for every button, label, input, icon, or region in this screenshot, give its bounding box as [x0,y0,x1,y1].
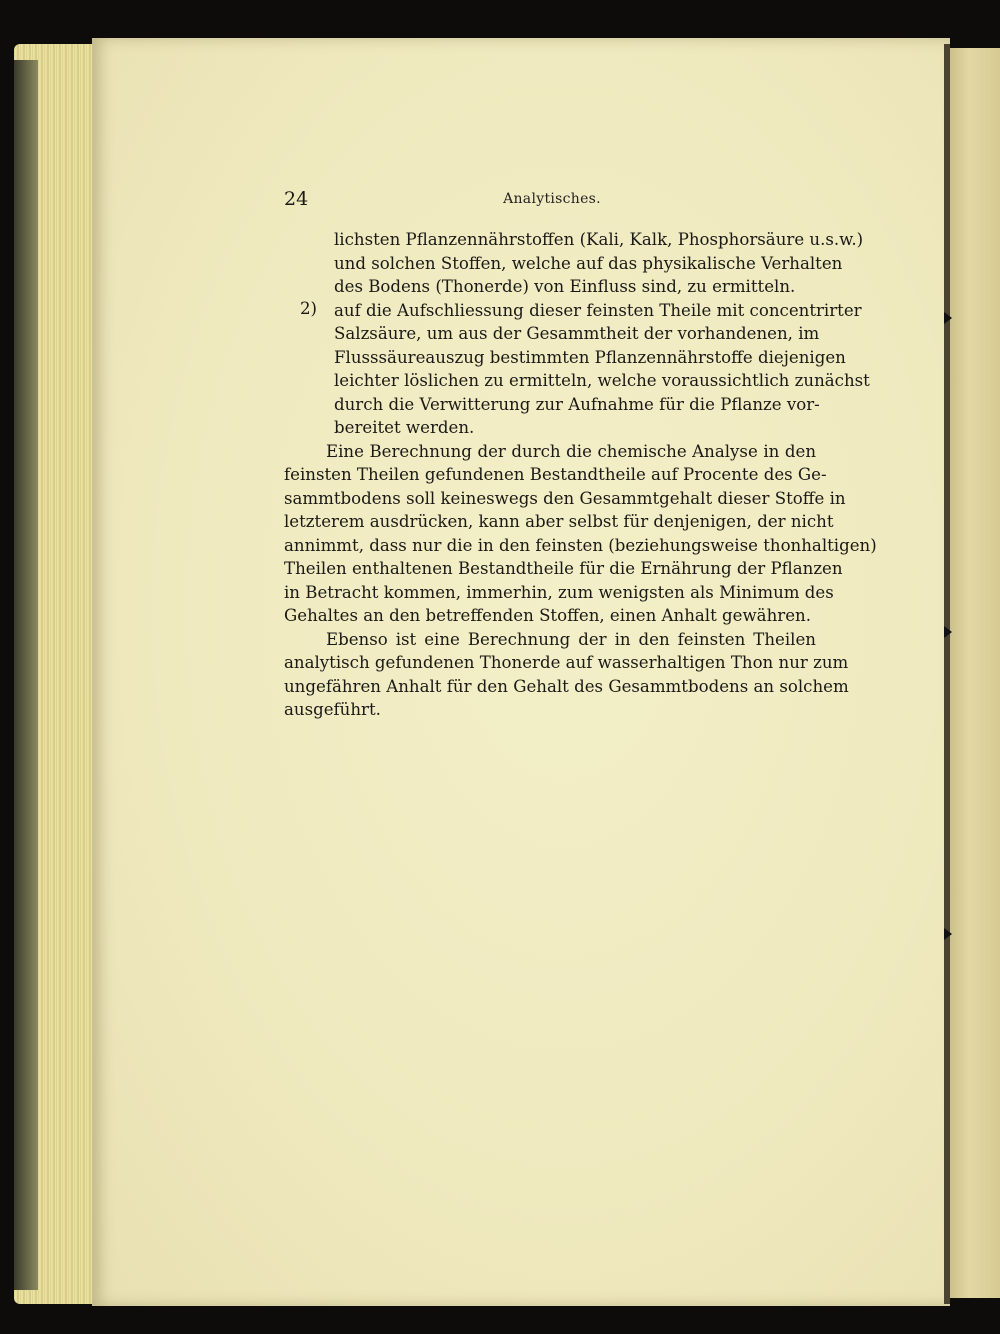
text-line: auf die Aufschliessung dieser feinsten Theile mit concentrirter [334,300,862,320]
text-line: letzterem ausdrücken, kann aber selbst für denjenigen, der nicht [284,512,834,531]
text-line: Ebenso ist eine Berechnung der in den feinsten Theilen [326,629,816,649]
text-line: Eine Berechnung der durch die chemische Analyse in den [326,441,816,461]
text-line: ungefähren Anhalt für den Gehalt des Gesammtbodens an solchem [284,676,849,696]
page-marker-icon [944,312,952,324]
facing-page-edge [948,48,1000,1298]
text-line: Gehaltes an den betreffenden Stoffen, einen Anhalt gewähren. [284,606,811,625]
page-marker-icon [944,626,952,638]
text-line: lichsten Pflanzennährstoffen (Kali, Kalk, Phosphorsäure u.s.w.) [334,230,864,249]
page-number: 24 [284,188,309,210]
text-line: ausgeführt. [284,700,381,719]
list-item-2 [284,298,870,440]
text-line: bereitet werden. [334,418,475,437]
text-line: annimmt, dass nur die in den feinsten (beziehungsweise thonhaltigen) [284,535,877,555]
body-text [284,228,877,722]
text-line: des Bodens (Thonerde) von Einfluss sind, zu ermitteln. [334,277,796,296]
list-marker: 2) [300,298,318,318]
text-line: Theilen enthaltenen Bestandtheile für die Ernährung der Pflanzen [284,559,843,578]
text-line: sammtbodens soll keineswegs den Gesammtgehalt dieser Stoffe in [284,488,846,508]
text-line: Salzsäure, um aus der Gesammtheit der vorhandenen, im [334,324,820,343]
binding-edge [14,60,38,1290]
item-1-continuation [284,228,864,299]
text-line: feinsten Theilen gefundenen Bestandtheile auf Procente des Ge- [284,465,827,484]
text-line: leichter löslichen zu ermitteln, welche voraussichtlich zunächst [334,371,870,390]
text-line: analytisch gefundenen Thonerde auf wasserhaltigen Thon nur zum [284,653,849,672]
running-title: Analytisches. [503,191,601,207]
text-line: und solchen Stoffen, welche auf das physikalische Verhalten [334,253,843,273]
text-line: durch die Verwitterung zur Aufnahme für die Pflanze vor- [334,394,820,414]
text-line: Flusssäureauszug bestimmten Pflanzennährstoffe diejenigen [334,347,846,367]
gutter-shadow [944,44,950,1304]
text-line: in Betracht kommen, immerhin, zum wenigsten als Minimum des [284,582,834,602]
paragraph [284,628,849,722]
page-marker-icon [944,928,952,940]
paragraph [284,440,877,628]
running-head [284,188,820,218]
